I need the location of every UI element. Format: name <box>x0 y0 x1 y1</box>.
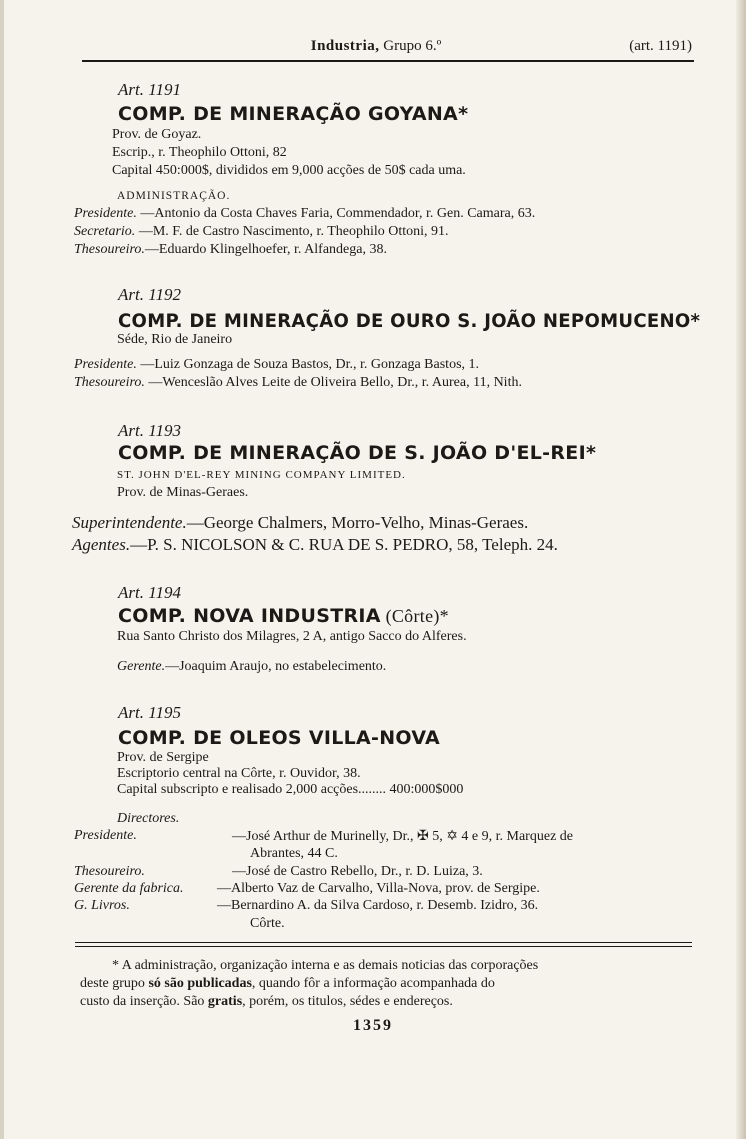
role-row: Agentes.—P. S. NICOLSON & C. RUA DE S. PEDRO, 58, Teleph. 24. <box>72 535 558 554</box>
role-label: G. Livros. <box>74 898 130 913</box>
role-text: —Bernardino A. da Silva Cardoso, r. Desemb. Izidro, 36. <box>217 898 539 913</box>
role-row: Superintendente.—George Chalmers, Morro-Velho, Minas-Geraes. <box>72 513 529 532</box>
article-number: Art. 1192 <box>118 285 181 304</box>
footnote-line: deste grupo só são publicadas, quando fôr a informação acompanhada do <box>80 976 495 991</box>
footnote-line: * A administração, organização interna e as demais noticias das corporações <box>112 958 539 973</box>
article-number: Art. 1195 <box>118 703 181 722</box>
role-row: Presidente. —Antonio da Costa Chaves Faria, Commendador, r. Gen. Camara, 63. <box>74 206 536 221</box>
entry-line: Capital subscripto e realisado 2,000 acções........ 400:000$000 <box>117 782 464 797</box>
running-header <box>60 38 692 58</box>
page-edge-right <box>736 0 746 1139</box>
entry-line: Capital 450:000$, divididos em 9,000 acções de 50$ cada uma. <box>112 163 466 178</box>
role-row: Thesoureiro. —Wenceslão Alves Leite de Oliveira Bello, Dr., r. Aurea, 11, Nith. <box>74 375 522 390</box>
role-text-cont: Abrantes, 44 C. <box>250 846 338 861</box>
company-title: COMP. NOVA INDUSTRIA (Côrte)* <box>118 605 449 627</box>
company-subtitle: ST. JOHN D'EL-REY MINING COMPANY LIMITED. <box>117 469 406 481</box>
entry-line: Prov. de Minas-Geraes. <box>117 485 249 500</box>
role-label: Presidente. <box>74 828 137 843</box>
role-text: —José de Castro Rebello, Dr., r. D. Luiza, 3. <box>232 864 483 879</box>
section-label: ADMINISTRAÇÃO. <box>117 190 231 202</box>
role-row: Thesoureiro.—Eduardo Klingelhoefer, r. Alfandega, 38. <box>74 242 387 257</box>
page-number: 1359 <box>353 1017 393 1034</box>
company-title: COMP. DE MINERAÇÃO DE OURO S. JOÃO NEPOMUCENO* <box>118 310 701 332</box>
page-edge-left <box>0 0 4 1139</box>
entry-line: Escriptorio central na Côrte, r. Ouvidor, 38. <box>117 766 361 781</box>
role-row: Secretario. —M. F. de Castro Nascimento, r. Theophilo Ottoni, 91. <box>74 224 449 239</box>
company-title: COMP. DE OLEOS VILLA-NOVA <box>118 727 441 749</box>
role-text: —José Arthur de Murinelly, Dr., ✠ 5, ✡ 4 e 9, r. Marquez de <box>232 829 573 844</box>
entry-line: Séde, Rio de Janeiro <box>117 332 233 347</box>
role-row: Presidente. —Luiz Gonzaga de Souza Bastos, Dr., r. Gonzaga Bastos, 1. <box>74 357 480 372</box>
footnote-rule <box>75 946 692 947</box>
header-section: Industria, Grupo 6.º <box>310 38 442 54</box>
article-number: Art. 1191 <box>118 80 181 99</box>
footnote-rule <box>75 942 692 943</box>
role-row: Gerente.—Joaquim Araujo, no estabelecimento. <box>117 659 387 674</box>
role-text: —Alberto Vaz de Carvalho, Villa-Nova, prov. de Sergipe. <box>217 881 540 896</box>
entry-line: Rua Santo Christo dos Milagres, 2 A, antigo Sacco do Alferes. <box>117 629 467 644</box>
entry-line: Escrip., r. Theophilo Ottoni, 82 <box>112 145 287 160</box>
section-label: Directores. <box>117 811 180 826</box>
role-text-cont: Côrte. <box>250 916 285 931</box>
entry-line: Prov. de Sergipe <box>117 750 209 765</box>
role-label: Thesoureiro. <box>74 864 145 879</box>
article-number: Art. 1193 <box>118 421 181 440</box>
role-label: Gerente da fabrica. <box>74 881 184 896</box>
company-title: COMP. DE MINERAÇÃO GOYANA* <box>118 103 469 125</box>
header-rule <box>82 60 694 62</box>
company-title: COMP. DE MINERAÇÃO DE S. JOÃO D'EL-REI* <box>118 442 597 464</box>
entry-line: Prov. de Goyaz. <box>112 127 202 142</box>
header-article-ref: (art. 1191) <box>629 38 692 54</box>
footnote-line: custo da inserção. São gratis, porém, os titulos, sédes e endereços. <box>80 994 453 1009</box>
article-number: Art. 1194 <box>118 583 181 602</box>
